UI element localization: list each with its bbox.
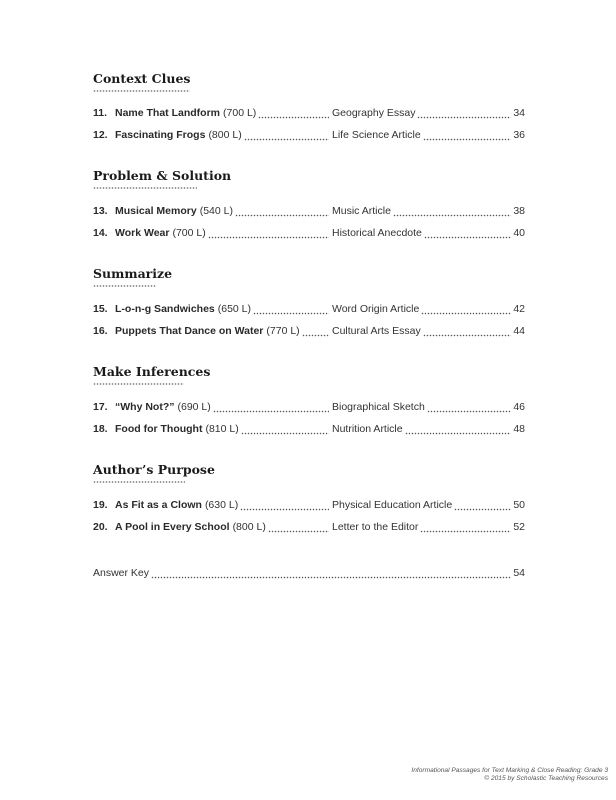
title-underline-dots — [93, 187, 197, 189]
entry-genre: Word Origin Article — [332, 303, 420, 315]
entry-number: 19. — [93, 499, 108, 511]
entry-genre: Geography Essay — [332, 107, 416, 119]
answer-key-label: Answer Key — [93, 567, 150, 579]
entry-lexile: (800 L) — [232, 521, 266, 533]
entry-number: 14. — [93, 227, 108, 239]
entry-number: 18. — [93, 423, 108, 435]
entry-title: As Fit as a Clown — [115, 499, 202, 511]
entry-genre: Cultural Arts Essay — [332, 325, 421, 337]
entry-number: 15. — [93, 303, 108, 315]
title-underline-dots — [93, 481, 185, 483]
entry-page: 46 — [513, 401, 525, 413]
page-footer — [411, 767, 608, 783]
entry-lexile: (690 L) — [177, 401, 211, 413]
dot-leader — [393, 203, 511, 219]
dot-leader — [405, 421, 512, 437]
entry-title: L-o-n-g Sandwiches — [115, 303, 215, 315]
section-problem-solution — [93, 168, 525, 239]
entry-page: 38 — [513, 205, 525, 217]
entry-page: 36 — [513, 129, 525, 141]
entry-number: 11. — [93, 107, 108, 119]
toc-entry — [93, 497, 525, 513]
dot-leader — [417, 105, 511, 121]
entry-number: 20. — [93, 521, 108, 533]
footer-copyright: © 2015 by Scholastic Teaching Resources — [484, 775, 608, 782]
entry-genre: Letter to the Editor — [332, 521, 419, 533]
section-title: Make Inferences — [93, 364, 211, 379]
entry-page: 50 — [513, 499, 525, 511]
section-summarize — [93, 266, 525, 337]
dot-leader — [454, 497, 511, 513]
dot-leader — [244, 127, 329, 143]
title-underline-dots — [93, 90, 190, 92]
entry-title: Work Wear — [115, 227, 170, 239]
section-title: Author’s Purpose — [93, 462, 215, 477]
entry-lexile: (650 L) — [217, 303, 252, 315]
section-title: Problem & Solution — [93, 168, 232, 183]
entry-number: 13. — [93, 205, 108, 217]
entry-lexile: (810 L) — [205, 423, 239, 435]
entry-genre: Nutrition Article — [332, 423, 403, 435]
toc-entry — [93, 203, 525, 219]
section-context-clues — [93, 71, 525, 141]
entry-lexile: (540 L) — [199, 205, 233, 217]
entry-genre: Historical Anecdote — [332, 227, 422, 239]
toc-entry — [93, 301, 525, 317]
entry-page: 42 — [513, 303, 525, 315]
dot-leader — [208, 225, 329, 241]
entry-page: 52 — [513, 521, 525, 533]
section-title: Context Clues — [93, 71, 191, 86]
entry-page: 40 — [513, 227, 525, 239]
entry-page: 34 — [513, 107, 525, 119]
dot-leader — [424, 225, 511, 241]
dot-leader — [268, 519, 329, 535]
footer-book-title: Informational Passages for Text Marking & Close Reading: Grade 3 — [411, 767, 608, 774]
entry-number: 12. — [93, 129, 108, 141]
section-make-inferences — [93, 364, 525, 435]
toc-entry — [93, 105, 525, 121]
entry-page: 48 — [513, 423, 525, 435]
entry-genre: Physical Education Article — [332, 499, 453, 511]
entry-title: Fascinating Frogs — [115, 129, 206, 141]
entry-title: Name That Landform — [115, 107, 221, 119]
toc-entry — [93, 399, 525, 415]
entry-genre: Music Article — [332, 205, 391, 217]
dot-leader — [151, 565, 511, 581]
entry-title: Puppets That Dance on Water — [115, 325, 264, 337]
entry-title: A Pool in Every School — [115, 521, 230, 533]
dot-leader — [427, 399, 512, 415]
dot-leader — [423, 323, 512, 339]
title-underline-dots — [93, 383, 184, 385]
entry-genre: Biographical Sketch — [332, 401, 425, 413]
entry-lexile: (800 L) — [208, 129, 242, 141]
entry-genre: Life Science Article — [332, 129, 421, 141]
dot-leader — [235, 203, 329, 219]
dot-leader — [420, 519, 511, 535]
toc-entry — [93, 225, 525, 241]
section-title: Summarize — [93, 266, 173, 281]
dot-leader — [423, 127, 512, 143]
entry-lexile: (700 L) — [172, 227, 206, 239]
dot-leader — [240, 497, 329, 513]
entry-title: Musical Memory — [115, 205, 197, 217]
entry-number: 17. — [93, 401, 108, 413]
title-underline-dots — [93, 285, 156, 287]
toc-entry — [93, 127, 525, 143]
dot-leader — [241, 421, 329, 437]
toc-entry — [93, 323, 525, 339]
entry-lexile: (770 L) — [266, 325, 300, 337]
entry-page: 44 — [513, 325, 525, 337]
dot-leader — [253, 301, 329, 317]
entry-lexile: (700 L) — [223, 107, 257, 119]
entry-lexile: (630 L) — [204, 499, 239, 511]
dot-leader — [421, 301, 511, 317]
dot-leader — [302, 323, 329, 339]
entry-title: Food for Thought — [115, 423, 203, 435]
section-authors-purpose — [93, 462, 525, 533]
toc-entry — [93, 519, 525, 535]
answer-key-entry — [93, 565, 525, 581]
dot-leader — [258, 105, 329, 121]
toc-entry — [93, 421, 525, 437]
dot-leader — [213, 399, 329, 415]
entry-title: “Why Not?” — [115, 401, 175, 413]
entry-number: 16. — [93, 325, 108, 337]
answer-key-page: 54 — [513, 567, 525, 579]
